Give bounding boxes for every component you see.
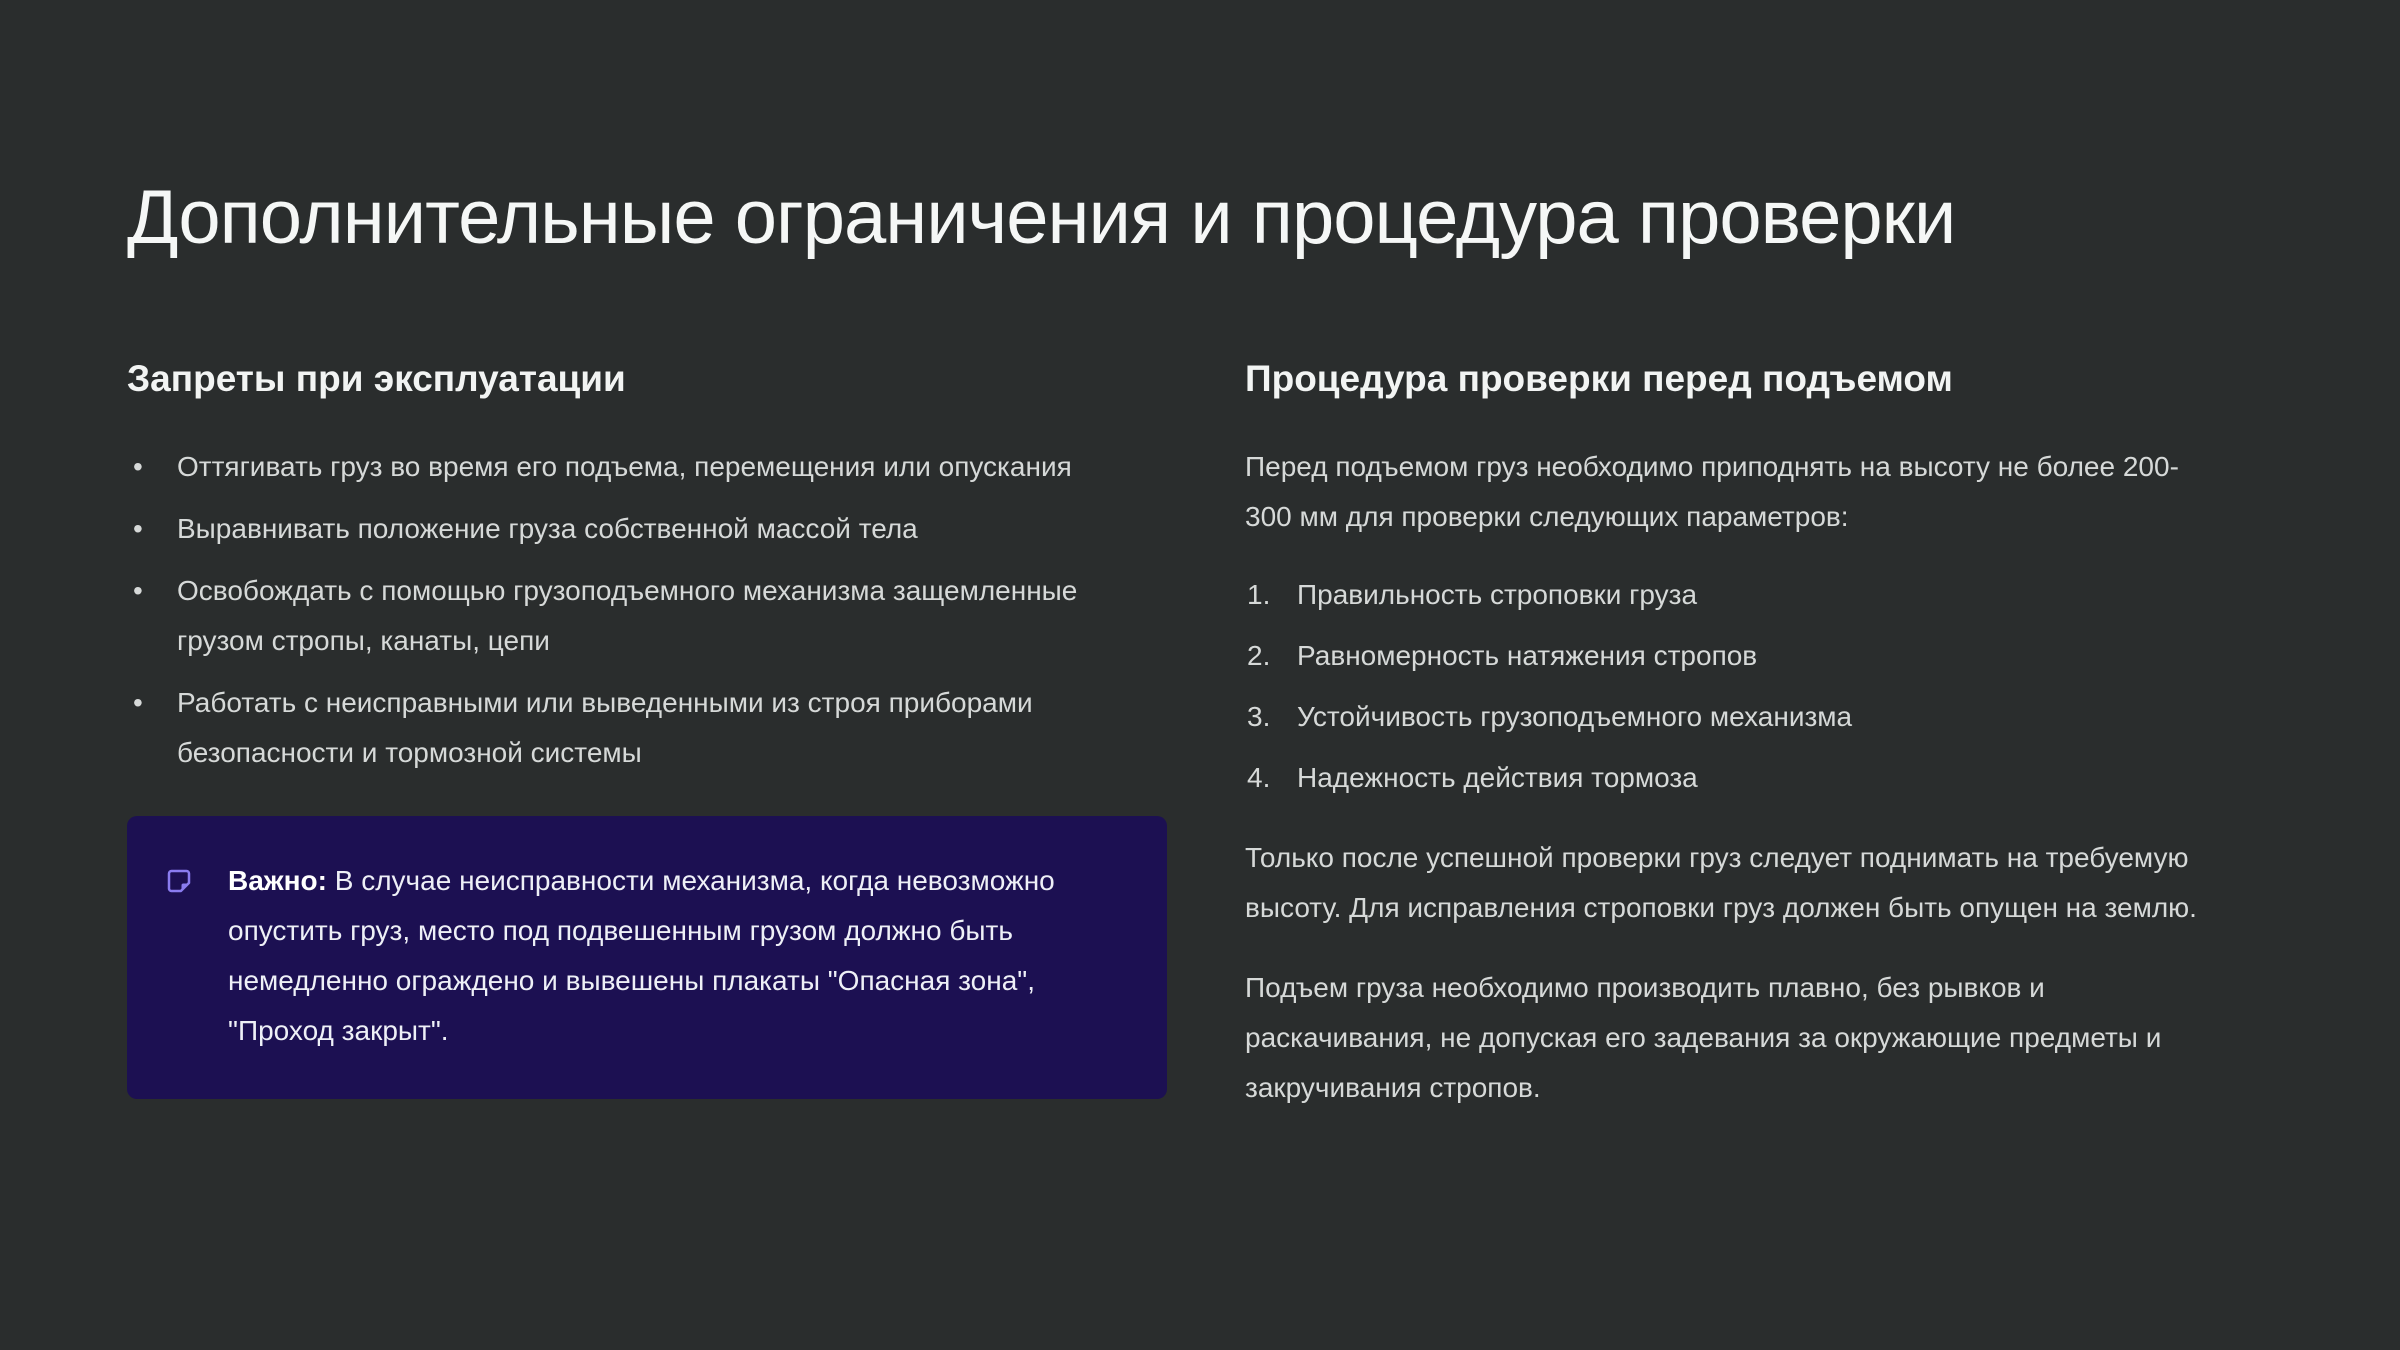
list-item-text: Правильность строповки груза [1297,578,1698,610]
check-steps-list [1245,570,2210,803]
procedure-para-smooth: Подъем груза необходимо производить плавно, без рывков и раскачивания, не допуская его задевания за окружающие предметы и закручивания стропов. [1245,971,2162,1103]
list-item-text: Работать с неисправными или выведенными из строя приборами безопасности и тормозной системы [177,686,1033,768]
list-item [1245,631,2210,681]
content-columns [127,357,2210,1142]
important-callout [127,816,1167,1099]
list-item-text: Выравнивать положение груза собственной массой тела [177,512,918,544]
callout-body: В случае неисправности механизма, когда невозможно опустить груз, место под подвешенным грузом должно быть немедленно ограждено и вывешены плакаты "Опасная зона", "Проход закрыт". [228,864,1055,1046]
page-title: Дополнительные ограничения и процедура проверки [127,175,1956,260]
list-item-text: Освобождать с помощью грузоподъемного механизма защемленные грузом стропы, канаты, цепи [177,574,1078,656]
list-item [127,442,1167,492]
left-column [127,357,1167,1098]
right-column [1245,357,2210,1142]
procedure-intro: Перед подъемом груз необходимо приподнять на высоту не более 200-300 мм для проверки следующих параметров: [1245,450,2179,532]
list-item-text: Оттягивать груз во время его подъема, перемещения или опускания [177,450,1072,482]
list-item [127,678,1167,778]
procedure-heading: Процедура проверки перед подъемом [1245,358,1953,400]
list-item [1245,692,2210,742]
list-item [127,504,1167,554]
procedure-para-success: Только после успешной проверки груз следует поднимать на требуемую высоту. Для исправления строповки груз должен быть опущен на землю. [1245,841,2197,923]
list-item [1245,753,2210,803]
callout-label: Важно: [228,864,327,896]
list-item-text: Устойчивость грузоподъемного механизма [1297,700,1853,732]
callout-text [228,856,1127,1059]
sticky-note-icon [164,866,194,896]
prohibitions-list [127,442,1167,778]
list-item [1245,570,2210,620]
prohibitions-heading: Запреты при эксплуатации [127,358,626,400]
list-item-text: Надежность действия тормоза [1297,761,1698,793]
list-item-text: Равномерность натяжения стропов [1297,639,1758,671]
list-item [127,566,1167,666]
